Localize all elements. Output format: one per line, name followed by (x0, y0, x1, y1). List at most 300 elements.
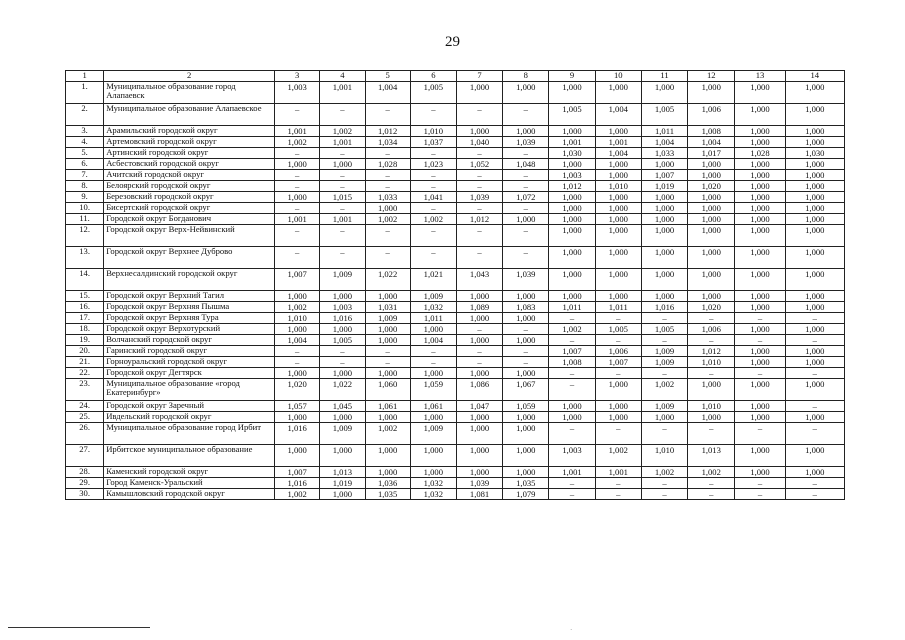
coefficient-cell: 1,072 (503, 192, 549, 203)
coefficient-cell: 1,010 (275, 313, 320, 324)
table-row (66, 148, 845, 159)
coefficient-cell: 1,000 (735, 181, 785, 192)
coefficient-cell: – (503, 247, 549, 269)
coefficient-cell: 1,000 (275, 291, 320, 302)
coefficient-cell: 1,000 (275, 192, 320, 203)
coefficient-cell: 1,000 (365, 335, 410, 346)
municipality-name: Городской округ Верхотурский (104, 324, 275, 335)
row-number: 14. (66, 269, 104, 291)
coefficient-cell: 1,006 (688, 324, 735, 335)
coefficient-cell: 1,001 (595, 467, 641, 478)
coefficient-cell: 1,016 (641, 302, 687, 313)
coefficient-cell: – (320, 181, 365, 192)
row-number: 27. (66, 445, 104, 467)
coefficient-cell: 1,000 (641, 412, 687, 423)
coefficient-cell: 1,013 (688, 445, 735, 467)
coefficient-cell: 1,022 (320, 379, 365, 401)
coefficient-cell: 1,000 (735, 445, 785, 467)
coefficient-cell: 1,002 (320, 126, 365, 137)
municipality-name: Каменский городской округ (104, 467, 275, 478)
coefficient-cell: 1,081 (456, 489, 502, 500)
coefficient-cell: 1,032 (410, 478, 456, 489)
coefficient-cell: 1,030 (785, 148, 844, 159)
coefficient-cell: 1,001 (549, 137, 595, 148)
row-number: 1. (66, 82, 104, 104)
coefficient-cell: 1,000 (595, 126, 641, 137)
coefficient-cell: 1,059 (503, 401, 549, 412)
coefficient-cell: 1,000 (785, 467, 844, 478)
coefficient-cell: 1,000 (549, 192, 595, 203)
page-number: 29 (445, 34, 460, 50)
coefficient-cell: 1,000 (456, 126, 502, 137)
row-number: 28. (66, 467, 104, 478)
coefficient-cell: 1,004 (595, 148, 641, 159)
coefficient-cell: 1,009 (365, 313, 410, 324)
coefficient-cell: 1,000 (456, 291, 502, 302)
coefficient-cell: 1,000 (595, 214, 641, 225)
column-number-14: 14 (785, 71, 844, 82)
coefficient-cell: 1,000 (785, 445, 844, 467)
coefficient-cell: 1,000 (365, 324, 410, 335)
coefficient-cell: 1,012 (365, 126, 410, 137)
coefficient-cell: – (785, 423, 844, 445)
table-row (66, 126, 845, 137)
coefficient-cell: 1,000 (595, 412, 641, 423)
table-row (66, 324, 845, 335)
municipality-name: Арамильский городской округ (104, 126, 275, 137)
coefficient-cell: – (641, 313, 687, 324)
coefficient-cell: 1,002 (641, 379, 687, 401)
coefficient-cell: 1,000 (365, 203, 410, 214)
municipality-name: Муниципальное образование город Алапаевск (104, 82, 275, 104)
row-number: 3. (66, 126, 104, 137)
column-number-4: 4 (320, 71, 365, 82)
municipality-name: Артемовский городской округ (104, 137, 275, 148)
coefficient-cell: – (641, 489, 687, 500)
coefficient-cell: 1,000 (735, 170, 785, 181)
coefficient-cell: 1,000 (365, 412, 410, 423)
coefficient-cell: – (410, 104, 456, 126)
coefficient-cell: – (785, 313, 844, 324)
coefficient-cell: – (275, 203, 320, 214)
coefficient-cell: – (365, 225, 410, 247)
coefficient-cell: 1,000 (365, 445, 410, 467)
coefficient-cell: 1,000 (456, 423, 502, 445)
coefficient-cell: 1,000 (641, 247, 687, 269)
coefficient-cell: 1,000 (785, 324, 844, 335)
coefficient-cell: – (785, 335, 844, 346)
coefficient-cell: 1,000 (688, 291, 735, 302)
coefficient-cell: 1,028 (365, 159, 410, 170)
coefficient-cell: – (503, 203, 549, 214)
coefficient-cell: – (410, 357, 456, 368)
coefficient-cell: 1,001 (595, 137, 641, 148)
table-row (66, 203, 845, 214)
coefficient-cell: 1,001 (549, 467, 595, 478)
coefficient-cell: 1,000 (688, 379, 735, 401)
coefficient-cell: – (735, 478, 785, 489)
coefficient-cell: 1,000 (595, 401, 641, 412)
column-number-10: 10 (595, 71, 641, 82)
coefficient-cell: 1,000 (785, 269, 844, 291)
row-number: 22. (66, 368, 104, 379)
coefficient-cell: 1,000 (688, 82, 735, 104)
row-number: 6. (66, 159, 104, 170)
coefficient-cell: – (320, 357, 365, 368)
coefficient-cell: 1,000 (503, 368, 549, 379)
coefficient-cell: 1,000 (735, 291, 785, 302)
coefficient-cell: 1,007 (641, 170, 687, 181)
coefficient-cell: 1,002 (595, 445, 641, 467)
coefficient-cell: 1,002 (275, 489, 320, 500)
coefficient-cell: – (503, 225, 549, 247)
municipality-name: Муниципальное образование город Ирбит (104, 423, 275, 445)
coefficient-cell: 1,000 (735, 104, 785, 126)
coefficient-cell: – (595, 335, 641, 346)
coefficient-cell: 1,000 (410, 324, 456, 335)
coefficient-cell: 1,011 (410, 313, 456, 324)
coefficient-cell: 1,001 (320, 137, 365, 148)
coefficient-cell: 1,000 (785, 192, 844, 203)
coefficient-cell: – (275, 346, 320, 357)
table-row (66, 247, 845, 269)
coefficient-cell: 1,000 (595, 192, 641, 203)
coefficient-cell: 1,000 (785, 357, 844, 368)
coefficient-cell: 1,001 (320, 82, 365, 104)
coefficient-cell: 1,000 (320, 324, 365, 335)
coefficient-cell: 1,012 (549, 181, 595, 192)
coefficient-cell: 1,020 (688, 181, 735, 192)
coefficient-cell: – (735, 335, 785, 346)
municipality-name: Городской округ Верхнее Дуброво (104, 247, 275, 269)
coefficient-cell: 1,000 (785, 412, 844, 423)
coefficient-cell: 1,000 (503, 335, 549, 346)
coefficient-cell: – (320, 346, 365, 357)
coefficient-cell: 1,000 (735, 192, 785, 203)
coefficient-cell: – (365, 346, 410, 357)
table-row (66, 478, 845, 489)
coefficient-cell: – (595, 368, 641, 379)
municipality-name: Камышловский городской округ (104, 489, 275, 500)
coefficient-cell: 1,000 (410, 368, 456, 379)
coefficient-cell: 1,004 (365, 82, 410, 104)
coefficient-cell: – (320, 225, 365, 247)
table-row (66, 159, 845, 170)
coefficient-cell: – (365, 181, 410, 192)
coefficient-cell: 1,000 (785, 302, 844, 313)
coefficient-cell: 1,000 (735, 357, 785, 368)
municipality-name: Гаринский городской округ (104, 346, 275, 357)
table-row (66, 291, 845, 302)
row-number: 26. (66, 423, 104, 445)
coefficient-cell: 1,007 (275, 269, 320, 291)
coefficient-cell: 1,000 (595, 203, 641, 214)
coefficient-cell: – (456, 357, 502, 368)
coefficient-cell: 1,039 (503, 137, 549, 148)
coefficient-cell: 1,000 (549, 401, 595, 412)
coefficient-cell: – (785, 401, 844, 412)
coefficient-cell: 1,000 (503, 313, 549, 324)
coefficient-cell: 1,036 (365, 478, 410, 489)
table-row (66, 302, 845, 313)
coefficient-cell: 1,009 (410, 423, 456, 445)
coefficient-cell: 1,000 (549, 225, 595, 247)
municipality-name: Городской округ Дегтярск (104, 368, 275, 379)
coefficient-cell: 1,000 (785, 346, 844, 357)
coefficient-cell: 1,039 (456, 192, 502, 203)
coefficient-cell: – (410, 225, 456, 247)
coefficient-cell: 1,002 (365, 214, 410, 225)
row-number: 23. (66, 379, 104, 401)
coefficient-cell: – (595, 489, 641, 500)
coefficient-cell: 1,000 (641, 192, 687, 203)
coefficient-cell: 1,000 (456, 467, 502, 478)
coefficient-cell: 1,048 (503, 159, 549, 170)
municipality-name: Ирбитское муниципальное образование (104, 445, 275, 467)
coefficient-cell: 1,043 (456, 269, 502, 291)
coefficient-cell: 1,000 (456, 412, 502, 423)
table-row (66, 445, 845, 467)
coefficient-cell: 1,000 (320, 445, 365, 467)
coefficient-cell: 1,000 (735, 214, 785, 225)
coefficient-cell: – (735, 313, 785, 324)
coefficient-cell: 1,000 (641, 269, 687, 291)
coefficient-cell: – (275, 148, 320, 159)
column-number-6: 6 (410, 71, 456, 82)
coefficient-cell: 1,000 (735, 401, 785, 412)
coefficient-cell: 1,052 (456, 159, 502, 170)
coefficient-cell: 1,020 (688, 302, 735, 313)
coefficient-cell: 1,000 (641, 291, 687, 302)
coefficient-cell: – (410, 203, 456, 214)
coefficient-cell: 1,002 (641, 467, 687, 478)
coefficient-cell: – (365, 104, 410, 126)
coefficient-cell: – (641, 478, 687, 489)
coefficient-cell: 1,009 (641, 346, 687, 357)
coefficient-cell: – (275, 225, 320, 247)
coefficient-cell: 1,000 (549, 247, 595, 269)
coefficient-cell: 1,060 (365, 379, 410, 401)
coefficient-cell: – (275, 181, 320, 192)
column-number-9: 9 (549, 71, 595, 82)
coefficient-cell: 1,000 (735, 302, 785, 313)
coefficient-cell: – (503, 104, 549, 126)
coefficient-cell: – (785, 478, 844, 489)
row-number: 10. (66, 203, 104, 214)
coefficient-cell: 1,000 (595, 170, 641, 181)
coefficient-cell: 1,000 (410, 445, 456, 467)
coefficient-cell: – (549, 368, 595, 379)
coefficient-cell: 1,000 (275, 159, 320, 170)
coefficient-cell: 1,000 (456, 313, 502, 324)
coefficient-cell: 1,039 (456, 478, 502, 489)
municipality-name: Городской округ Верх-Нейвинский (104, 225, 275, 247)
coefficient-cell: 1,000 (503, 214, 549, 225)
coefficient-cell: – (688, 368, 735, 379)
coefficient-cell: 1,079 (503, 489, 549, 500)
coefficient-cell: 1,057 (275, 401, 320, 412)
table-row (66, 214, 845, 225)
column-number-7: 7 (456, 71, 502, 82)
coefficient-cell: – (503, 357, 549, 368)
row-number: 17. (66, 313, 104, 324)
coefficient-cell: 1,000 (595, 269, 641, 291)
row-number: 29. (66, 478, 104, 489)
coefficient-cell: 1,004 (688, 137, 735, 148)
coefficient-cell: 1,000 (688, 203, 735, 214)
coefficient-cell: 1,000 (503, 423, 549, 445)
coefficient-cell: 1,003 (549, 170, 595, 181)
coefficient-cell: 1,000 (785, 82, 844, 104)
coefficient-cell: – (410, 247, 456, 269)
coefficient-cell: 1,000 (275, 324, 320, 335)
column-number-3: 3 (275, 71, 320, 82)
coefficient-cell: – (595, 423, 641, 445)
coefficient-cell: – (365, 357, 410, 368)
coefficient-cell: 1,005 (641, 324, 687, 335)
coefficient-cell: 1,035 (503, 478, 549, 489)
coefficient-cell: 1,000 (735, 225, 785, 247)
coefficient-cell: – (456, 346, 502, 357)
coefficient-cell: 1,016 (275, 478, 320, 489)
coefficient-cell: 1,000 (688, 170, 735, 181)
coefficient-cell: 1,000 (641, 203, 687, 214)
coefficient-cell: 1,000 (785, 247, 844, 269)
table-row (66, 401, 845, 412)
coefficient-cell: 1,000 (549, 203, 595, 214)
coefficient-cell: 1,004 (275, 335, 320, 346)
coefficient-cell: 1,000 (641, 159, 687, 170)
coefficient-cell: – (688, 489, 735, 500)
coefficient-cell: 1,000 (456, 335, 502, 346)
municipality-name: Городской округ Заречный (104, 401, 275, 412)
coefficient-cell: 1,000 (785, 379, 844, 401)
row-number: 24. (66, 401, 104, 412)
coefficient-cell: 1,000 (595, 247, 641, 269)
coefficient-cell: 1,031 (365, 302, 410, 313)
table-row (66, 489, 845, 500)
coefficient-cell: 1,003 (275, 82, 320, 104)
coefficient-cell: 1,000 (735, 82, 785, 104)
table-row (66, 423, 845, 445)
coefficient-cell: 1,009 (641, 357, 687, 368)
coefficient-cell: 1,083 (503, 302, 549, 313)
coefficient-cell: 1,007 (549, 346, 595, 357)
coefficient-cell: 1,000 (641, 82, 687, 104)
coefficient-cell: – (688, 313, 735, 324)
coefficient-cell: 1,067 (503, 379, 549, 401)
table-row (66, 192, 845, 203)
coefficient-cell: 1,007 (595, 357, 641, 368)
row-number: 5. (66, 148, 104, 159)
coefficient-cell: 1,000 (410, 412, 456, 423)
column-number-1: 1 (66, 71, 104, 82)
table-row (66, 104, 845, 126)
coefficient-cell: – (410, 170, 456, 181)
coefficient-cell: 1,002 (410, 214, 456, 225)
coefficient-cell: 1,000 (503, 82, 549, 104)
coefficients-table (65, 70, 845, 500)
coefficient-cell: 1,015 (320, 192, 365, 203)
coefficient-cell: – (456, 104, 502, 126)
coefficient-cell: 1,000 (735, 203, 785, 214)
coefficient-cell: – (688, 423, 735, 445)
table-row (66, 313, 845, 324)
coefficient-cell: 1,009 (410, 291, 456, 302)
coefficient-cell: – (735, 423, 785, 445)
table-row (66, 379, 845, 401)
coefficient-cell: 1,000 (503, 467, 549, 478)
coefficient-cell: 1,009 (641, 401, 687, 412)
coefficient-cell: – (549, 335, 595, 346)
coefficient-cell: 1,000 (785, 291, 844, 302)
row-number: 15. (66, 291, 104, 302)
coefficient-cell: 1,016 (275, 423, 320, 445)
coefficient-cell: 1,000 (595, 379, 641, 401)
table-row (66, 170, 845, 181)
row-number: 18. (66, 324, 104, 335)
municipality-name: Город Каменск-Уральский (104, 478, 275, 489)
municipality-name: Городской округ Богданович (104, 214, 275, 225)
coefficient-cell: 1,000 (735, 159, 785, 170)
coefficient-cell: – (503, 346, 549, 357)
coefficient-cell: 1,002 (549, 324, 595, 335)
table-row (66, 269, 845, 291)
coefficient-cell: 1,006 (595, 346, 641, 357)
coefficient-cell: 1,000 (595, 159, 641, 170)
coefficient-cell: 1,000 (595, 291, 641, 302)
coefficient-cell: 1,019 (641, 181, 687, 192)
coefficient-cell: 1,000 (785, 159, 844, 170)
coefficient-cell: 1,000 (456, 82, 502, 104)
coefficient-cell: 1,000 (503, 126, 549, 137)
coefficient-cell: – (275, 170, 320, 181)
coefficient-cell: 1,005 (549, 104, 595, 126)
coefficient-cell: 1,000 (785, 203, 844, 214)
coefficient-cell: 1,037 (410, 137, 456, 148)
coefficient-cell: 1,000 (503, 445, 549, 467)
coefficient-cell: – (320, 148, 365, 159)
coefficient-cell: 1,009 (320, 423, 365, 445)
coefficient-cell: 1,010 (688, 401, 735, 412)
column-number-13: 13 (735, 71, 785, 82)
table-row (66, 335, 845, 346)
coefficient-cell: 1,000 (503, 291, 549, 302)
coefficient-cell: 1,000 (735, 269, 785, 291)
municipality-name: Ачитский городской округ (104, 170, 275, 181)
row-number: 19. (66, 335, 104, 346)
row-number: 2. (66, 104, 104, 126)
row-number: 25. (66, 412, 104, 423)
row-number: 11. (66, 214, 104, 225)
coefficient-cell: – (365, 247, 410, 269)
coefficient-cell: 1,000 (595, 82, 641, 104)
coefficient-cell: – (785, 489, 844, 500)
coefficient-cell: 1,041 (410, 192, 456, 203)
table-row (66, 82, 845, 104)
coefficient-cell: 1,061 (365, 401, 410, 412)
municipality-name: Асбестовский городской округ (104, 159, 275, 170)
coefficient-cell: 1,000 (320, 291, 365, 302)
coefficient-cell: 1,000 (549, 82, 595, 104)
coefficient-cell: 1,012 (456, 214, 502, 225)
coefficient-cell: – (641, 368, 687, 379)
coefficient-cell: 1,000 (549, 412, 595, 423)
coefficient-cell: 1,000 (410, 467, 456, 478)
coefficient-cell: 1,004 (641, 137, 687, 148)
coefficient-cell: 1,035 (365, 489, 410, 500)
column-number-8: 8 (503, 71, 549, 82)
